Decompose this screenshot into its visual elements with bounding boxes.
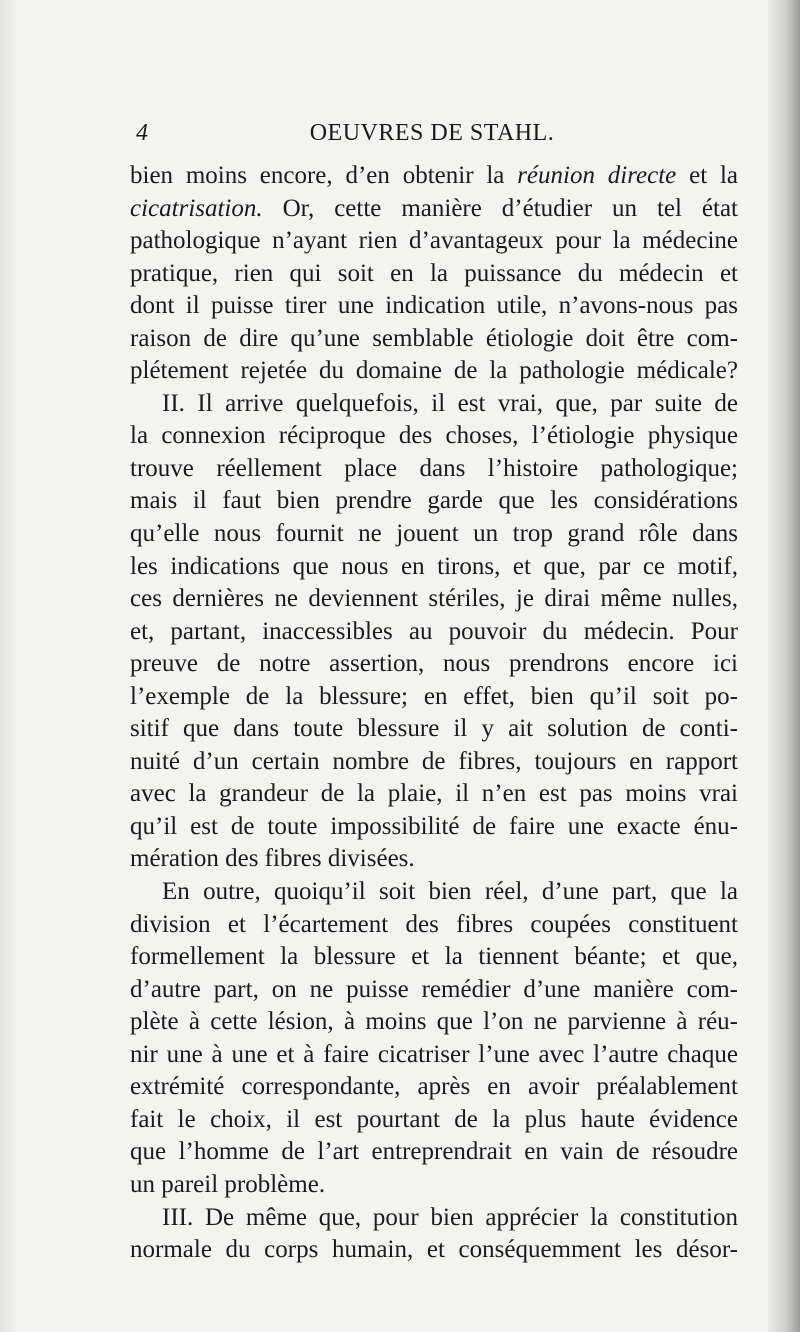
text-line — [130, 193, 738, 226]
text-line — [130, 876, 738, 909]
text-segment: extrémité correspondante, après en avoir préalablement — [130, 1073, 738, 1101]
text-segment: mération des fibres divisées. — [130, 845, 415, 873]
text-segment: la connexion réciproque des choses, l’étiologie physique — [130, 422, 738, 450]
text-segment: formellement la blessure et la tiennent béante; et que, — [130, 943, 738, 971]
text-line — [130, 258, 738, 291]
running-head: OEUVRES DE STAHL. — [309, 120, 555, 146]
text-segment: Or, cette manière d’étudier un tel état — [262, 194, 738, 222]
text-line — [130, 323, 738, 356]
page-right-shadow — [768, 0, 800, 1332]
text-segment: l’exemple de la blessure; en effet, bien qu’il soit po- — [130, 682, 738, 710]
text-segment: dont il puisse tirer une indication utile, n’avons-nous pas — [130, 292, 738, 320]
page-number: 4 — [136, 120, 148, 146]
text-segment: plète à cette lésion, à moins que l’on ne parvienne à réu- — [130, 1008, 738, 1036]
text-line — [130, 518, 738, 551]
page-left-shadow — [0, 0, 18, 1332]
text-segment: mais il faut bien prendre garde que les considérations — [130, 487, 738, 515]
text-segment: normale du corps humain, et conséquemment les désor- — [130, 1236, 738, 1264]
text-segment: nuité d’un certain nombre de fibres, toujours en rapport — [130, 747, 738, 775]
text-line — [130, 616, 738, 649]
text-segment: d’autre part, on ne puisse remédier d’une manière com- — [130, 975, 738, 1003]
text-line — [130, 225, 738, 258]
body-text — [130, 160, 738, 1267]
text-line — [130, 355, 738, 388]
text-segment: preuve de notre assertion, nous prendrons encore ici — [130, 650, 738, 678]
text-line — [130, 388, 738, 421]
text-segment: En outre, quoiqu’il soit bien réel, d’une part, que la — [162, 878, 738, 906]
text-segment: pathologique n’ayant rien d’avantageux pour la médecine — [130, 227, 738, 255]
text-segment: ces dernières ne deviennent stériles, je dirai même nulles, — [130, 585, 738, 613]
text-segment: III. De même que, pour bien apprécier la constitution — [162, 1203, 738, 1231]
text-line — [130, 453, 738, 486]
text-line — [130, 778, 738, 811]
text-segment: bien moins encore, d’en obtenir la — [130, 162, 518, 189]
text-line — [130, 1169, 738, 1202]
text-line — [130, 160, 738, 193]
text-line — [130, 1071, 738, 1104]
text-segment: que l’homme de l’art entreprendrait en vain de résoudre — [130, 1138, 738, 1166]
text-segment: fait le choix, il est pourtant de la plus haute évidence — [130, 1105, 738, 1133]
text-line — [130, 1136, 738, 1169]
text-segment: qu’il est de toute impossibilité de faire une exacte énu- — [130, 812, 738, 840]
text-segment: qu’elle nous fournit ne jouent un trop grand rôle dans — [130, 520, 738, 548]
text-line — [130, 1006, 738, 1039]
text-segment: trouve réellement place dans l’histoire pathologique; — [130, 454, 738, 482]
italic-text: cicatrisation. — [130, 194, 263, 222]
text-segment: II. Il arrive quelquefois, il est vrai, que, par suite de — [162, 389, 738, 417]
text-line — [130, 1104, 738, 1137]
text-line — [130, 746, 738, 779]
text-segment: raison de dire qu’une semblable étiologie doit être com- — [130, 324, 738, 352]
text-segment: un pareil problème. — [130, 1170, 326, 1198]
text-segment: division et l’écartement des fibres coupées constituent — [130, 910, 738, 938]
text-segment: et la — [676, 162, 738, 189]
text-segment: plétement rejetée du domaine de la pathologie médicale? — [130, 357, 738, 385]
text-segment: sitif que dans toute blessure il y ait solution de conti- — [130, 715, 738, 743]
text-line — [130, 551, 738, 584]
text-line — [130, 1234, 738, 1267]
text-line — [130, 420, 738, 453]
text-line — [130, 485, 738, 518]
text-line — [130, 583, 738, 616]
text-segment: avec la grandeur de la plaie, il n’en est pas moins vrai — [130, 780, 738, 808]
italic-text: réunion directe — [517, 162, 677, 189]
text-line — [130, 290, 738, 323]
text-line — [130, 974, 738, 1007]
text-line — [130, 811, 738, 844]
text-line — [130, 909, 738, 942]
text-line — [130, 713, 738, 746]
text-line — [130, 941, 738, 974]
text-line — [130, 681, 738, 714]
text-line — [130, 1039, 738, 1072]
text-line — [130, 1202, 738, 1235]
text-segment: pratique, rien qui soit en la puissance du médecin et — [130, 259, 738, 287]
text-segment: les indications que nous en tirons, et que, par ce motif, — [130, 552, 738, 580]
text-segment: et, partant, inaccessibles au pouvoir du médecin. Pour — [130, 617, 738, 645]
text-segment: nir une à une et à faire cicatriser l’une avec l’autre chaque — [130, 1040, 738, 1068]
page-header — [128, 120, 736, 156]
text-line — [130, 843, 738, 876]
text-line — [130, 648, 738, 681]
